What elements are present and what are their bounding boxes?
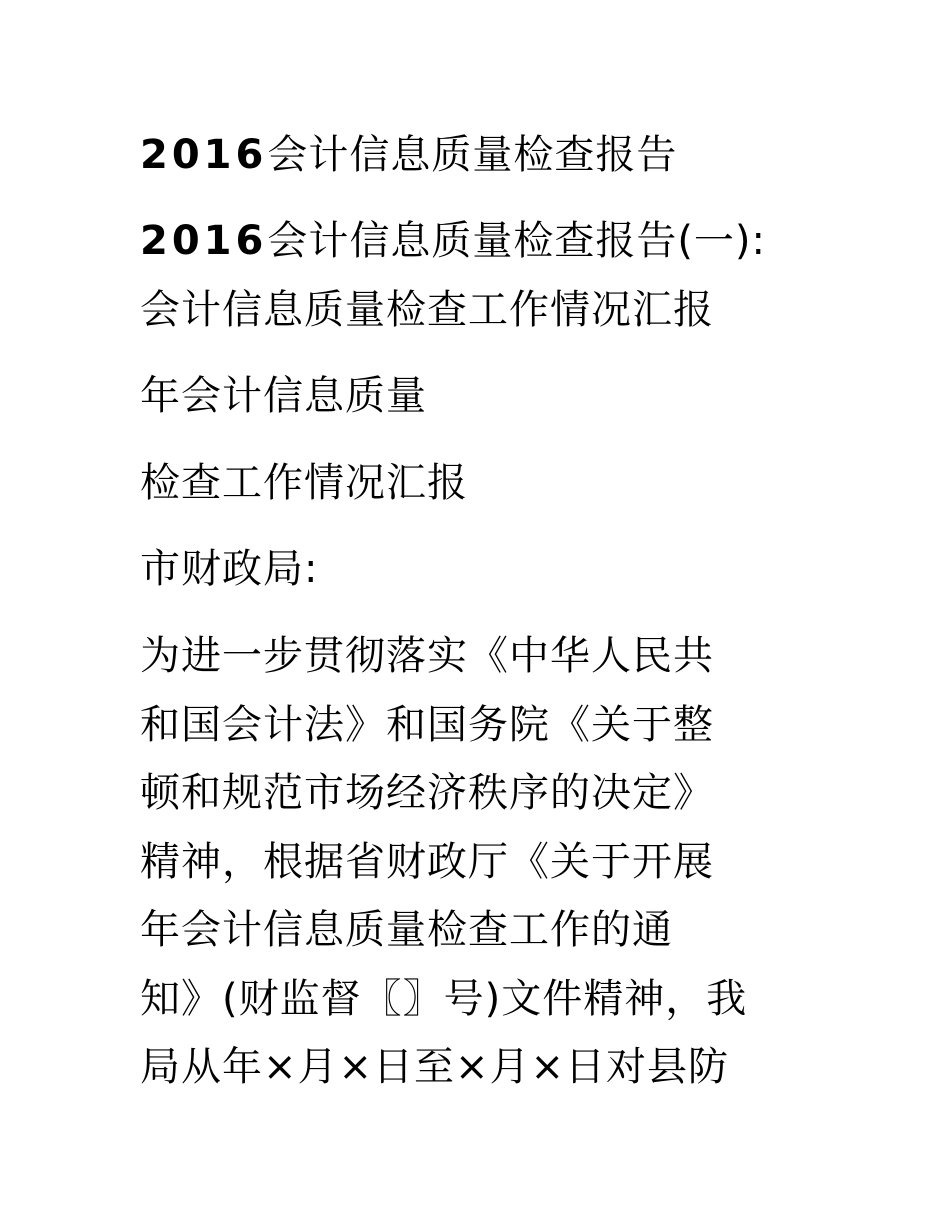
body-line: 为进一步贯彻落实《中华人民共 bbox=[140, 633, 714, 679]
subtitle-text: 会计信息质量检查报告(一): bbox=[267, 218, 767, 264]
heading-line-1: 年会计信息质量 bbox=[140, 373, 427, 419]
heading-line-2: 检查工作情况汇报 bbox=[140, 460, 468, 506]
salutation: 市财政局: bbox=[140, 546, 319, 592]
body-line: 局从年×月×日至×月×日对县防 bbox=[140, 1044, 730, 1090]
subtitle-line-1 bbox=[140, 217, 766, 265]
body-line: 年会计信息质量检查工作的通 bbox=[140, 907, 673, 953]
body-line: 和国会计法》和国务院《关于整 bbox=[140, 702, 714, 748]
body-line: 知》(财监督〖〗号)文件精神，我 bbox=[140, 976, 748, 1022]
title-year: 2016 bbox=[140, 132, 268, 178]
document-title bbox=[140, 131, 677, 179]
subtitle-year: 2016 bbox=[140, 218, 268, 264]
title-text: 会计信息质量检查报告 bbox=[267, 132, 678, 178]
body-line: 顿和规范市场经济秩序的决定》 bbox=[140, 770, 714, 816]
subtitle-line-2: 会计信息质量检查工作情况汇报 bbox=[140, 287, 714, 333]
body-line: 精神，根据省财政厅《关于开展 bbox=[140, 839, 714, 885]
